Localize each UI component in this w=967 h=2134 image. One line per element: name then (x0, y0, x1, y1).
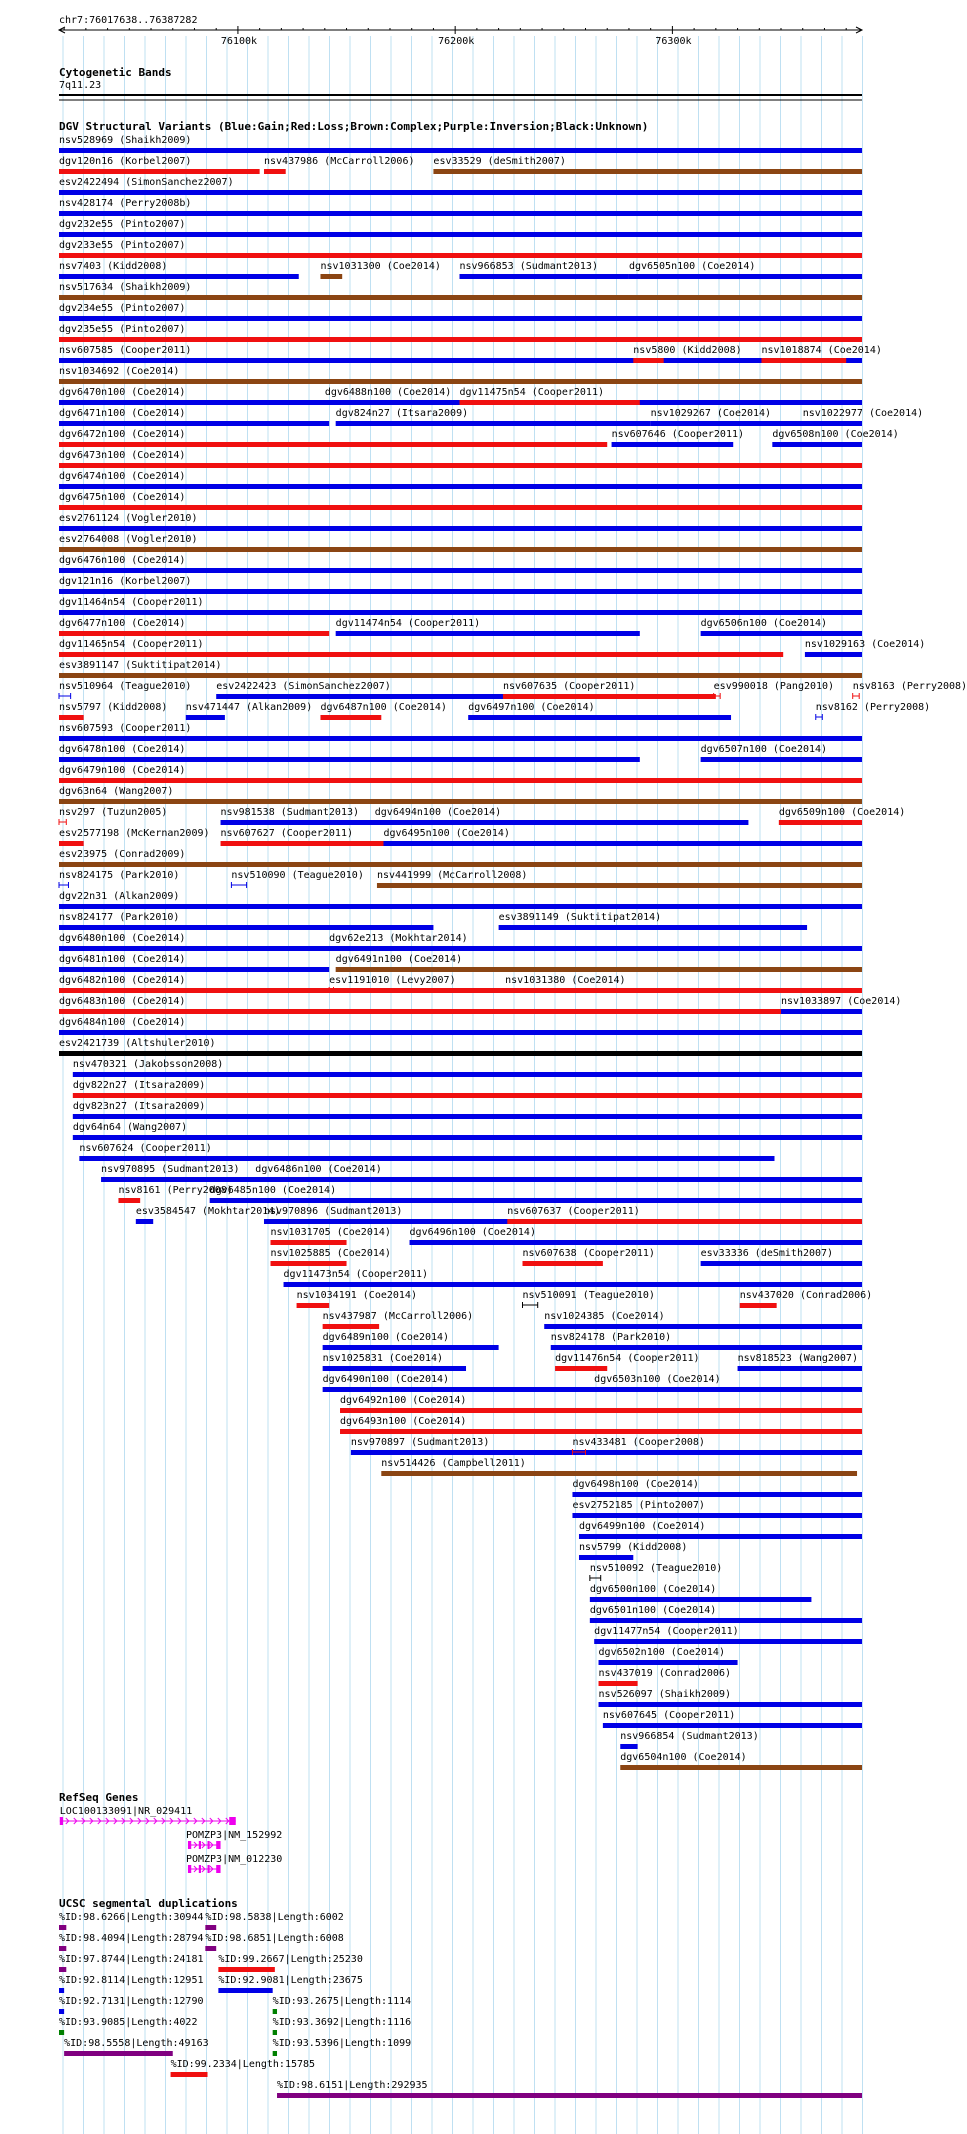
dgv-feature-label: nsv514426 (Campbell2011) (381, 1458, 526, 1469)
dgv-feature-label: dgv6502n100 (Coe2014) (598, 1647, 725, 1658)
dgv-feature-label: nsv470321 (Jakobsson2008) (72, 1059, 224, 1070)
dgv-feature-label: nsv1018874 (Coe2014) (761, 345, 882, 356)
segdup-label: %ID:98.6151|Length:292935 (277, 2080, 428, 2091)
dgv-feature-label: nsv607638 (Cooper2011) (522, 1248, 655, 1259)
dgv-feature-label: nsv1034692 (Coe2014) (59, 366, 180, 377)
segdup-label: %ID:99.2667|Length:25230 (218, 1954, 363, 1965)
segdup-label: %ID:98.6266|Length:30944 (59, 1912, 204, 1923)
dgv-feature-label: dgv234e55 (Pinto2007) (59, 303, 186, 314)
dgv-feature-label: dgv6499n100 (Coe2014) (578, 1521, 706, 1532)
dgv-feature-label: esv2764008 (Vogler2010) (59, 534, 198, 545)
dgv-feature-label: dgv233e55 (Pinto2007) (59, 240, 186, 251)
ruler-tick-label: 76300k (655, 36, 692, 47)
dgv-feature-label: dgv63n64 (Wang2007) (59, 786, 174, 797)
dgv-feature-label: nsv5797 (Kidd2008) (59, 702, 168, 713)
dgv-feature-label: esv1191010 (Levy2007) (329, 975, 456, 986)
dgv-feature-label: nsv970896 (Sudmant2013) (263, 1206, 403, 1217)
dgv-feature-label: nsv824178 (Park2010) (550, 1332, 672, 1343)
dgv-feature-label: dgv6497n100 (Coe2014) (468, 702, 595, 713)
dgv-feature-label: dgv6470n100 (Coe2014) (59, 387, 186, 398)
dgv-feature-label: nsv1024385 (Coe2014) (544, 1311, 665, 1322)
dgv-feature-label: dgv6505n100 (Coe2014) (628, 261, 756, 272)
segdup-label: %ID:93.5396|Length:1099 (272, 2038, 412, 2049)
dgv-feature-label: nsv297 (Tuzun2005) (59, 807, 168, 818)
dgv-feature-label: dgv6481n100 (Coe2014) (59, 954, 186, 965)
dgv-feature-label: nsv5799 (Kidd2008) (578, 1542, 688, 1553)
dgv-feature-label: dgv6475n100 (Coe2014) (59, 492, 186, 503)
dgv-feature-label: nsv7403 (Kidd2008) (59, 261, 168, 272)
dgv-feature-label: dgv6495n100 (Coe2014) (383, 828, 510, 839)
dgv-feature-label: nsv607645 (Cooper2011) (602, 1710, 736, 1721)
dgv-feature-label: dgv824n27 (Itsara2009) (335, 408, 469, 419)
segdup-label: %ID:97.8744|Length:24181 (59, 1954, 204, 1965)
dgv-feature-label: nsv8162 (Perry2008) (815, 702, 931, 713)
dgv-feature-label: dgv6484n100 (Coe2014) (59, 1017, 186, 1028)
dgv-feature-label: dgv6500n100 (Coe2014) (589, 1584, 717, 1595)
dgv-feature-label: dgv6471n100 (Coe2014) (59, 408, 186, 419)
dgv-feature-label: nsv1031705 (Coe2014) (270, 1227, 391, 1238)
dgv-track-title: DGV Structural Variants (Blue:Gain;Red:Loss;Brown:Complex;Purple:Inversion;Black:Unknown) (59, 120, 649, 133)
dgv-feature-label: nsv970897 (Sudmant2013) (350, 1437, 490, 1448)
dgv-feature-label: nsv510092 (Teague2010) (589, 1563, 723, 1574)
dgv-feature-label: dgv6494n100 (Coe2014) (374, 807, 502, 818)
refseq-track-title: RefSeq Genes (59, 1791, 139, 1804)
dgv-feature-label: esv2577198 (McKernan2009) (59, 828, 210, 839)
cytoband-label: 7q11.23 (59, 80, 102, 91)
segdup-label: %ID:98.6851|Length:6008 (205, 1933, 344, 1944)
dgv-feature-label: dgv11464n54 (Cooper2011) (59, 597, 204, 608)
dgv-feature-label: dgv6477n100 (Coe2014) (59, 618, 186, 629)
dgv-feature-label: nsv471447 (Alkan2009) (185, 702, 313, 713)
dgv-feature-label: esv2761124 (Vogler2010) (59, 513, 198, 524)
segdup-track-title: UCSC segmental duplications (59, 1897, 238, 1910)
dgv-feature-label: esv3584547 (Mokhtar2014) (135, 1206, 281, 1217)
dgv-feature-label: dgv6476n100 (Coe2014) (59, 555, 186, 566)
dgv-feature-label: esv2422494 (SimonSanchez2007) (59, 177, 234, 188)
dgv-feature-label: nsv437020 (Conrad2006) (739, 1290, 873, 1301)
dgv-feature-label: nsv437987 (McCarroll2006) (322, 1311, 474, 1322)
dgv-feature-label: dgv6506n100 (Coe2014) (700, 618, 828, 629)
segdup-label: %ID:92.7131|Length:12790 (59, 1996, 204, 2007)
dgv-feature-label: dgv6480n100 (Coe2014) (59, 933, 186, 944)
ruler-tick-label: 76200k (438, 36, 475, 47)
dgv-feature-label: esv2421739 (Altshuler2010) (59, 1038, 216, 1049)
dgv-feature-label: dgv6479n100 (Coe2014) (59, 765, 186, 776)
segdup-label: %ID:93.2675|Length:1114 (272, 1996, 412, 2007)
dgv-feature-label: dgv11474n54 (Cooper2011) (335, 618, 481, 629)
dgv-feature-label: dgv11473n54 (Cooper2011) (283, 1269, 429, 1280)
dgv-feature-label: nsv1031300 (Coe2014) (320, 261, 441, 272)
dgv-feature-label: nsv607635 (Cooper2011) (502, 681, 636, 692)
dgv-feature-label: dgv121n16 (Korbel2007) (59, 576, 192, 587)
dgv-feature-label: dgv6501n100 (Coe2014) (589, 1605, 717, 1616)
dgv-feature-label: dgv6486n100 (Coe2014) (255, 1164, 382, 1175)
dgv-feature-label: nsv441999 (McCarroll2008) (376, 870, 528, 881)
dgv-feature-label: nsv517634 (Shaikh2009) (59, 282, 192, 293)
dgv-feature-label: dgv6503n100 (Coe2014) (594, 1374, 721, 1385)
dgv-feature-label: nsv437986 (McCarroll2006) (263, 156, 415, 167)
cytoband-track-title: Cytogenetic Bands (59, 66, 172, 79)
dgv-feature-label: dgv6491n100 (Coe2014) (335, 954, 463, 965)
dgv-feature-label: nsv1031380 (Coe2014) (505, 975, 626, 986)
dgv-feature-label: dgv6485n100 (Coe2014) (209, 1185, 337, 1196)
dgv-feature-label: nsv607593 (Cooper2011) (59, 723, 192, 734)
dgv-feature-label: dgv11465n54 (Cooper2011) (59, 639, 204, 650)
dgv-feature-label: nsv1025831 (Coe2014) (322, 1353, 444, 1364)
dgv-feature-label: nsv1034191 (Coe2014) (296, 1290, 417, 1301)
dgv-feature-label: nsv510091 (Teague2010) (522, 1290, 655, 1301)
dgv-feature-label: dgv120n16 (Korbel2007) (59, 156, 192, 167)
dgv-feature-label: nsv966853 (Sudmant2013) (459, 261, 598, 272)
dgv-feature-label: nsv528969 (Shaikh2009) (59, 135, 192, 146)
dgv-feature-label: esv2422423 (SimonSanchez2007) (216, 681, 391, 692)
dgv-feature-label: nsv818523 (Wang2007) (737, 1353, 858, 1364)
dgv-feature-label: dgv6474n100 (Coe2014) (59, 471, 186, 482)
dgv-feature-label: dgv6483n100 (Coe2014) (59, 996, 186, 1007)
dgv-feature-label: dgv6498n100 (Coe2014) (572, 1479, 699, 1490)
dgv-feature-label: nsv970895 (Sudmant2013) (101, 1164, 240, 1175)
dgv-feature-label: dgv6507n100 (Coe2014) (700, 744, 828, 755)
dgv-feature-label: nsv607637 (Cooper2011) (507, 1206, 640, 1217)
dgv-feature-label: nsv981538 (Sudmant2013) (220, 807, 360, 818)
dgv-feature-label: esv23975 (Conrad2009) (59, 849, 186, 860)
refseq-gene-label: POMZP3|NM_152992 (185, 1830, 283, 1841)
dgv-feature-label: nsv1029267 (Coe2014) (650, 408, 772, 419)
segdup-label: %ID:92.9081|Length:23675 (218, 1975, 363, 1986)
dgv-feature-label: esv990018 (Pang2010) (713, 681, 835, 692)
segdup-label: %ID:98.5558|Length:49163 (64, 2038, 209, 2049)
dgv-feature-label: dgv6509n100 (Coe2014) (778, 807, 906, 818)
dgv-feature-label: dgv823n27 (Itsara2009) (72, 1101, 206, 1112)
ruler-tick-label: 76100k (220, 36, 258, 47)
dgv-feature-label: dgv822n27 (Itsara2009) (72, 1080, 206, 1091)
dgv-feature-label: nsv1022977 (Coe2014) (802, 408, 924, 419)
dgv-feature-label: dgv6489n100 (Coe2014) (322, 1332, 450, 1343)
dgv-feature-label: nsv1029163 (Coe2014) (804, 639, 926, 650)
dgv-feature-label: dgv6488n100 (Coe2014) (324, 387, 452, 398)
segdup-label: %ID:98.4094|Length:28794 (59, 1933, 204, 1944)
dgv-feature-label: dgv11475n54 (Cooper2011) (459, 387, 604, 398)
segdup-label: %ID:92.8114|Length:12951 (59, 1975, 204, 1986)
dgv-feature-label: dgv6478n100 (Coe2014) (59, 744, 186, 755)
dgv-feature-label: nsv824177 (Park2010) (59, 912, 180, 923)
dgv-feature-label: dgv11476n54 (Cooper2011) (555, 1353, 700, 1364)
dgv-feature-label: nsv824175 (Park2010) (59, 870, 180, 881)
dgv-feature-label: esv2752185 (Pinto2007) (572, 1500, 705, 1511)
dgv-feature-label: nsv8163 (Perry2008) (852, 681, 967, 692)
dgv-feature-label: dgv6473n100 (Coe2014) (59, 450, 186, 461)
dgv-feature-label: nsv1025885 (Coe2014) (270, 1248, 391, 1259)
segdup-label: %ID:99.2334|Length:15785 (170, 2059, 316, 2070)
dgv-feature-label: nsv966854 (Sudmant2013) (620, 1731, 759, 1742)
dgv-feature-label: nsv510090 (Teague2010) (231, 870, 364, 881)
refseq-gene-label: LOC100133091|NR_029411 (59, 1806, 193, 1817)
dgv-feature-label: dgv6492n100 (Coe2014) (340, 1395, 467, 1406)
dgv-feature-label: dgv6472n100 (Coe2014) (59, 429, 186, 440)
dgv-feature-label: dgv6496n100 (Coe2014) (409, 1227, 536, 1238)
dgv-feature-label: nsv428174 (Perry2008b) (59, 198, 192, 209)
dgv-feature-label: nsv433481 (Cooper2008) (572, 1437, 705, 1448)
dgv-feature-label: dgv232e55 (Pinto2007) (59, 219, 186, 230)
dgv-feature-label: dgv6493n100 (Coe2014) (340, 1416, 467, 1427)
dgv-feature-label: nsv607646 (Cooper2011) (611, 429, 745, 440)
dgv-feature-label: nsv510964 (Teague2010) (59, 681, 192, 692)
dgv-feature-label: esv33529 (deSmith2007) (433, 156, 566, 167)
dgv-feature-label: dgv235e55 (Pinto2007) (59, 324, 186, 335)
dgv-feature-label: esv33336 (deSmith2007) (700, 1248, 834, 1259)
refseq-gene-label: POMZP3|NM_012230 (185, 1854, 283, 1865)
segdup-label: %ID:93.3692|Length:1116 (272, 2017, 412, 2028)
position-label: chr7:76017638..76387282 (59, 15, 198, 26)
dgv-feature-label: dgv6508n100 (Coe2014) (772, 429, 899, 440)
dgv-feature-label: esv3891149 (Suktitipat2014) (498, 912, 662, 923)
segdup-label: %ID:93.9085|Length:4022 (59, 2017, 198, 2028)
segdup-label: %ID:98.5838|Length:6002 (205, 1912, 344, 1923)
dgv-feature-label: dgv22n31 (Alkan2009) (59, 891, 180, 902)
dgv-feature-label: dgv6490n100 (Coe2014) (322, 1374, 450, 1385)
dgv-feature-label: dgv11477n54 (Cooper2011) (594, 1626, 739, 1637)
dgv-feature-label: nsv1033897 (Coe2014) (781, 996, 902, 1007)
dgv-feature-label: dgv6487n100 (Coe2014) (320, 702, 447, 713)
dgv-feature-label: nsv5800 (Kidd2008) (633, 345, 742, 356)
dgv-feature-label: nsv607585 (Cooper2011) (59, 345, 192, 356)
dgv-feature-label: nsv526097 (Shaikh2009) (598, 1689, 731, 1700)
dgv-feature-label: nsv607624 (Cooper2011) (79, 1143, 212, 1154)
dgv-feature-label: dgv6482n100 (Coe2014) (59, 975, 186, 986)
dgv-feature-label: nsv8161 (Perry2008) (118, 1185, 233, 1196)
dgv-feature-label: dgv6504n100 (Coe2014) (620, 1752, 747, 1763)
dgv-feature-label: nsv607627 (Cooper2011) (220, 828, 353, 839)
dgv-feature-label: esv3891147 (Suktitipat2014) (59, 660, 222, 671)
dgv-feature-label: dgv64n64 (Wang2007) (72, 1122, 188, 1133)
dgv-feature-label: dgv62e213 (Mokhtar2014) (329, 933, 468, 944)
dgv-feature-label: nsv437019 (Conrad2006) (598, 1668, 731, 1679)
